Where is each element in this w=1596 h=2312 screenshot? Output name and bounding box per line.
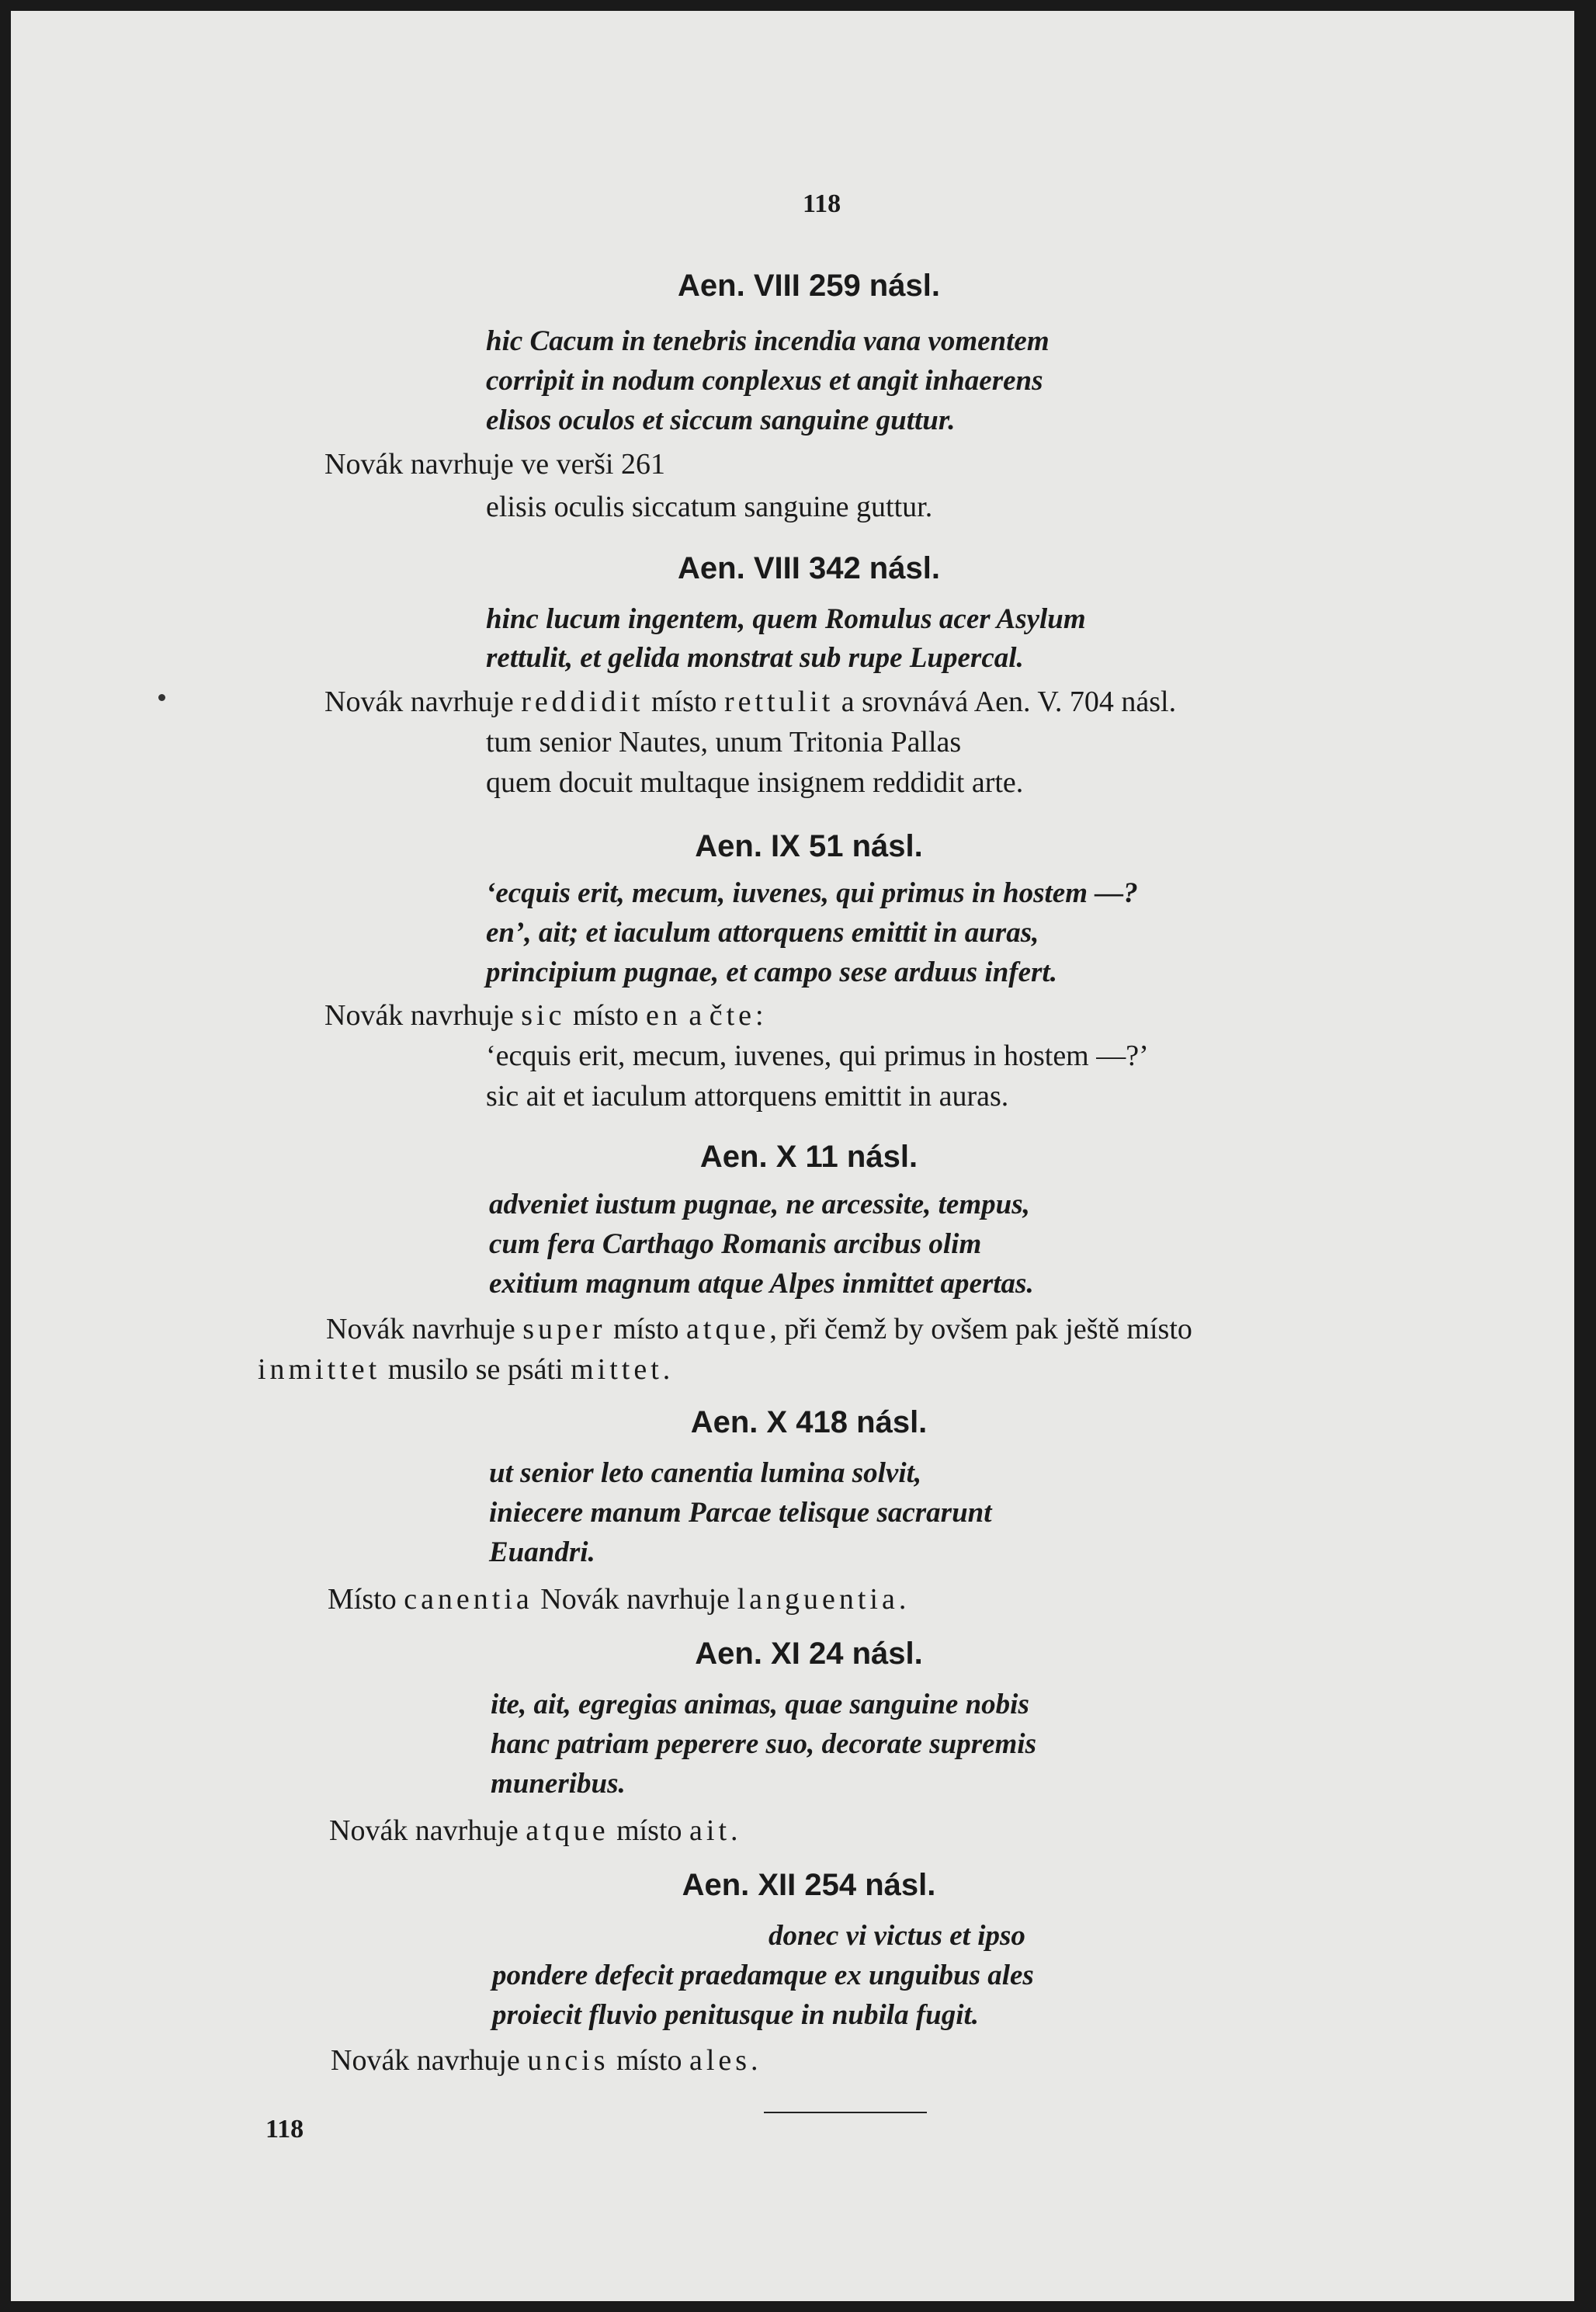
note-text: Místo canentia Novák navrhuje languentia. [328,1583,907,1616]
verse-line: en’, ait; et iaculum attorquens emittit in auras, [486,917,1039,949]
section-heading: Aen. VIII 342 násl. [678,551,940,585]
section-heading: Aen. XII 254 násl. [682,1868,936,1902]
end-rule [764,2112,927,2113]
page-number-top: 118 [803,189,841,218]
verse-line: hinc lucum ingentem, quem Romulus acer Asylum [486,603,1086,635]
section-heading: Aen. IX 51 násl. [695,829,923,863]
verse-line: principium pugnae, et campo sese arduus infert. [486,956,1057,988]
verse-line: corripit in nodum conplexus et angit inhaerens [486,365,1043,397]
note-quote: ‘ecquis erit, mecum, iuvenes, qui primus in hostem —?’ [486,1040,1149,1072]
section-heading: Aen. X 418 násl. [690,1405,928,1439]
verse-line: ut senior leto canentia lumina solvit, [489,1457,922,1489]
page-number-bottom: 118 [265,2115,304,2144]
verse-line: exitium magnum atque Alpes inmittet apertas. [489,1268,1034,1300]
verse-line: donec vi victus et ipso [769,1920,1025,1952]
verse-line: adveniet iustum pugnae, ne arcessite, tempus, [489,1189,1030,1220]
note-quote: quem docuit multaque insignem reddidit arte. [486,766,1024,799]
note-text: Novák navrhuje uncis místo ales. [331,2044,758,2077]
verse-line: proiecit fluvio penitusque in nubila fugit. [492,1999,980,2031]
note-quote: tum senior Nautes, unum Tritonia Pallas [486,726,962,759]
note-text: Novák navrhuje reddidit místo rettulit a srovnává Aen. V. 704 násl. [324,686,1177,718]
note-quote: elisis oculis siccatum sanguine guttur. [486,491,933,523]
verse-line: Euandri. [489,1536,595,1568]
verse-line: ‘ecquis erit, mecum, iuvenes, qui primus in hostem —? [486,877,1138,909]
note-text: Novák navrhuje atque místo ait. [329,1814,738,1847]
verse-line: iniecere manum Parcae telisque sacrarunt [489,1497,992,1529]
note-text: Novák navrhuje super místo atque, při čemž by ovšem pak ještě místo [326,1313,1192,1345]
verse-line: hanc patriam peperere suo, decorate supremis [491,1728,1036,1760]
note-text: inmittet musilo se psáti mittet. [258,1353,671,1386]
verse-line: elisos oculos et siccum sanguine guttur. [486,404,956,436]
verse-line: cum fera Carthago Romanis arcibus olim [489,1228,982,1260]
stray-mark [158,694,165,701]
verse-line: muneribus. [491,1768,626,1800]
section-heading: Aen. XI 24 násl. [695,1637,923,1671]
verse-line: hic Cacum in tenebris incendia vana vomentem [486,325,1050,357]
note-text: Novák navrhuje sic místo en a čte: [324,999,768,1032]
note-text: Novák navrhuje ve verši 261 [324,448,665,481]
verse-line: pondere defecit praedamque ex unguibus ales [492,1960,1034,1991]
note-quote: sic ait et iaculum attorquens emittit in auras. [486,1080,1009,1113]
section-heading: Aen. VIII 259 násl. [678,269,940,303]
page [11,11,1574,2301]
section-heading: Aen. X 11 násl. [699,1140,918,1174]
verse-line: rettulit, et gelida monstrat sub rupe Lupercal. [486,642,1024,674]
verse-line: ite, ait, egregias animas, quae sanguine nobis [491,1689,1029,1720]
